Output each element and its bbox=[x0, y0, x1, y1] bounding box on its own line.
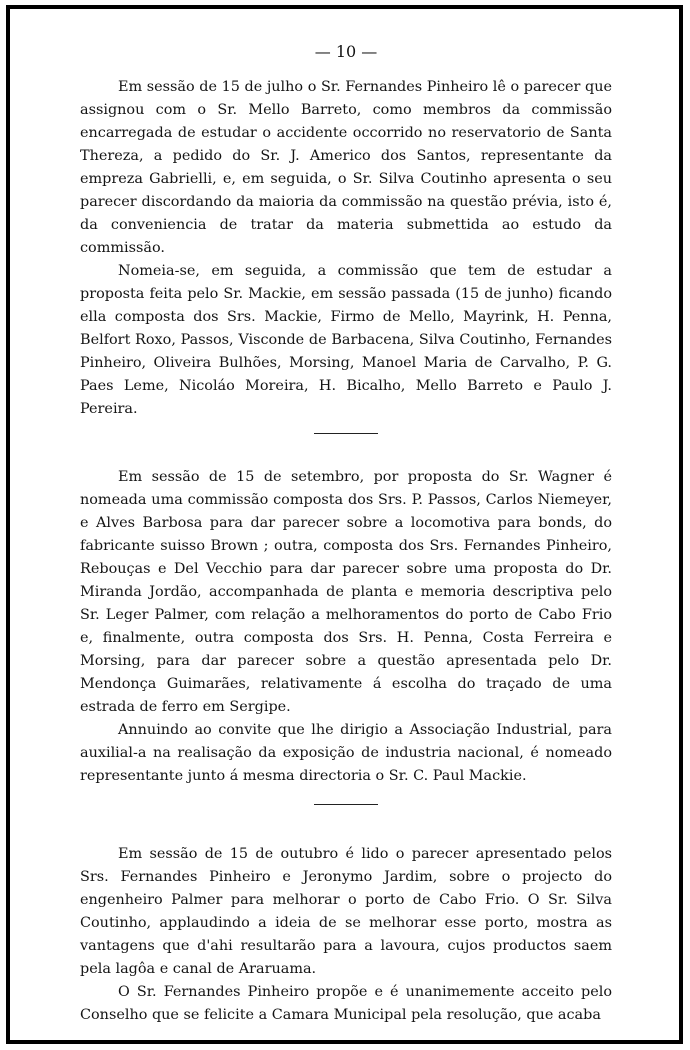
paragraph-sessao-outubro: Em sessão de 15 de outubro é lido o parecer apresentado pelos Srs. Fernandes Pinheiro e Jeronymo Jardim, sobre o projecto do engenheiro Palmer para melhorar o porto de Cabo Frio. O Sr. Silva Coutinho, applaudindo a ideia de se melhorar esse porto, mostra as vantagens que d'ahi resultarão para a lavoura, cujos productos saem pela lagôa e canal de Araruama. bbox=[80, 846, 612, 977]
section-outubro bbox=[80, 843, 612, 1027]
paragraph-sessao-setembro: Em sessão de 15 de setembro, por proposta do Sr. Wagner é nomeada uma commissão composta dos Srs. P. Passos, Carlos Niemeyer, e Alves Barbosa para dar parecer sobre a locomotiva para bonds, do fabricante suisso Brown ; outra, composta dos Srs. Fernandes Pinheiro, Rebouças e Del Vecchio para dar parecer sobre uma proposta do Dr. Miranda Jordão, accompanhada de planta e memoria descriptiva pelo Sr. Leger Palmer, com relação a melhoramentos do porto de Cabo Frio e, finalmente, outra composta dos Srs. H. Penna, Costa Ferreira e Morsing, para dar parecer sobre a questão apresentada pelo Dr. Mendonça Guimarães, relativamente á escolha do traçado de uma estrada de ferro em Sergipe. bbox=[80, 469, 612, 715]
paragraph-sessao-julho: Em sessão de 15 de julho o Sr. Fernandes Pinheiro lê o parecer que assignou com o Sr. Mello Barreto, como membros da commissão encarregada de estudar o accidente occorrido no reservatorio de Santa Thereza, a pedido do Sr. J. Americo dos Santos, representante da empreza Gabrielli, e, em seguida, o Sr. Silva Coutinho apresenta o seu parecer discordando da maioria da commissão na questão prévia, isto é, da conveniencia de tratar da materia submettida ao estudo da commissão. bbox=[80, 79, 612, 256]
section-divider bbox=[314, 433, 378, 434]
paragraph-nomeacao-commissao: Nomeia-se, em seguida, a commissão que tem de estudar a proposta feita pelo Sr. Mackie, em sessão passada (15 de junho) ficando ella composta dos Srs. Mackie, Firmo de Mello, Mayrink, H. Penna, Belfort Roxo, Passos, Visconde de Barbacena, Silva Coutinho, Fernandes Pinheiro, Oliveira Bulhões, Morsing, Manoel Maria de Carvalho, P. G. Paes Leme, Nicoláo Moreira, H. Bicalho, Mello Barreto e Paulo J. Pereira. bbox=[80, 263, 612, 417]
section-setembro bbox=[80, 466, 612, 788]
section-julho bbox=[80, 76, 612, 421]
page-content bbox=[80, 38, 612, 1027]
section-divider bbox=[314, 804, 378, 805]
page-number: — 10 — bbox=[314, 42, 378, 61]
paragraph-proposta-camara: O Sr. Fernandes Pinheiro propõe e é unanimemente acceito pelo Conselho que se felicite a Camara Municipal pela resolução, que acaba bbox=[80, 984, 612, 1023]
paragraph-associacao-industrial: Annuindo ao convite que lhe dirigio a Associação Industrial, para auxilial-a na realisação da exposição de industria nacional, é nomeado representante junto á mesma directoria o Sr. C. Paul Mackie. bbox=[80, 722, 612, 784]
